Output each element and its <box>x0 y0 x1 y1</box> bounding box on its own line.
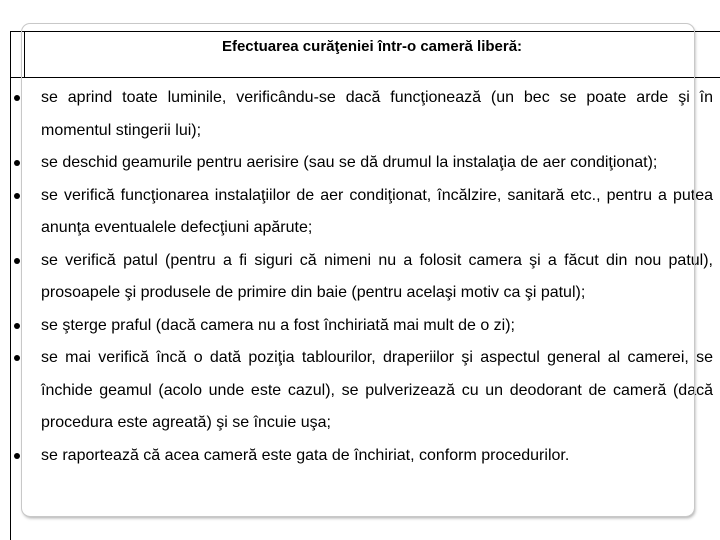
list-item-text: se raportează că acea cameră este gata de închiriat, conform procedurilor. <box>41 446 570 464</box>
list-item <box>0 440 720 473</box>
bullet-dot-icon <box>14 323 20 329</box>
list-item-text: se mai verifică încă o dată poziţia tablourilor, draperiilor şi aspectul general al camerei, se închide geamul (acolo unde este cazul), se pulverizează cu un deodorant de cameră (dacă procedura este agreată) şi se încuie uşa; <box>41 349 713 431</box>
list-item-text: se verifică patul (pentru a fi siguri că nimeni nu a folosit camera şi a făcut din nou patul), prosoapele şi produsele de primire din baie (pentru acelaşi motiv ca şi patul); <box>41 251 713 301</box>
list-item <box>0 180 720 245</box>
bullet-dot-icon <box>14 258 20 264</box>
list-item-text: se şterge praful (dacă camera nu a fost închiriată mai mult de o zi); <box>41 316 515 334</box>
list-item-text: se deschid geamurile pentru aerisire (sau se dă drumul la instalaţia de aer condiţionat); <box>41 154 658 171</box>
bullet-list <box>0 82 720 472</box>
bullet-dot-icon <box>14 160 20 166</box>
list-item <box>0 245 720 310</box>
page-title: Efectuarea curăţeniei într-o cameră liberă: <box>221 38 523 55</box>
header-separator <box>10 77 720 78</box>
bullet-dot-icon <box>14 355 20 361</box>
list-item <box>0 310 720 343</box>
list-item <box>0 82 720 147</box>
bullet-dot-icon <box>14 193 20 199</box>
list-item-text: se verifică funcţionarea instalaţiilor de aer condiţionat, încălzire, sanitară etc., pentru a putea anunţa eventualele defecţiuni apărute; <box>41 186 713 236</box>
bullet-dot-icon <box>14 453 20 459</box>
list-item <box>0 342 720 440</box>
bullet-dot-icon <box>14 95 20 101</box>
list-item <box>0 147 720 180</box>
list-item-text: se aprind toate luminile, verificându-se dacă funcţionează (un bec se poate arde şi în momentul stingerii lui); <box>41 89 713 139</box>
